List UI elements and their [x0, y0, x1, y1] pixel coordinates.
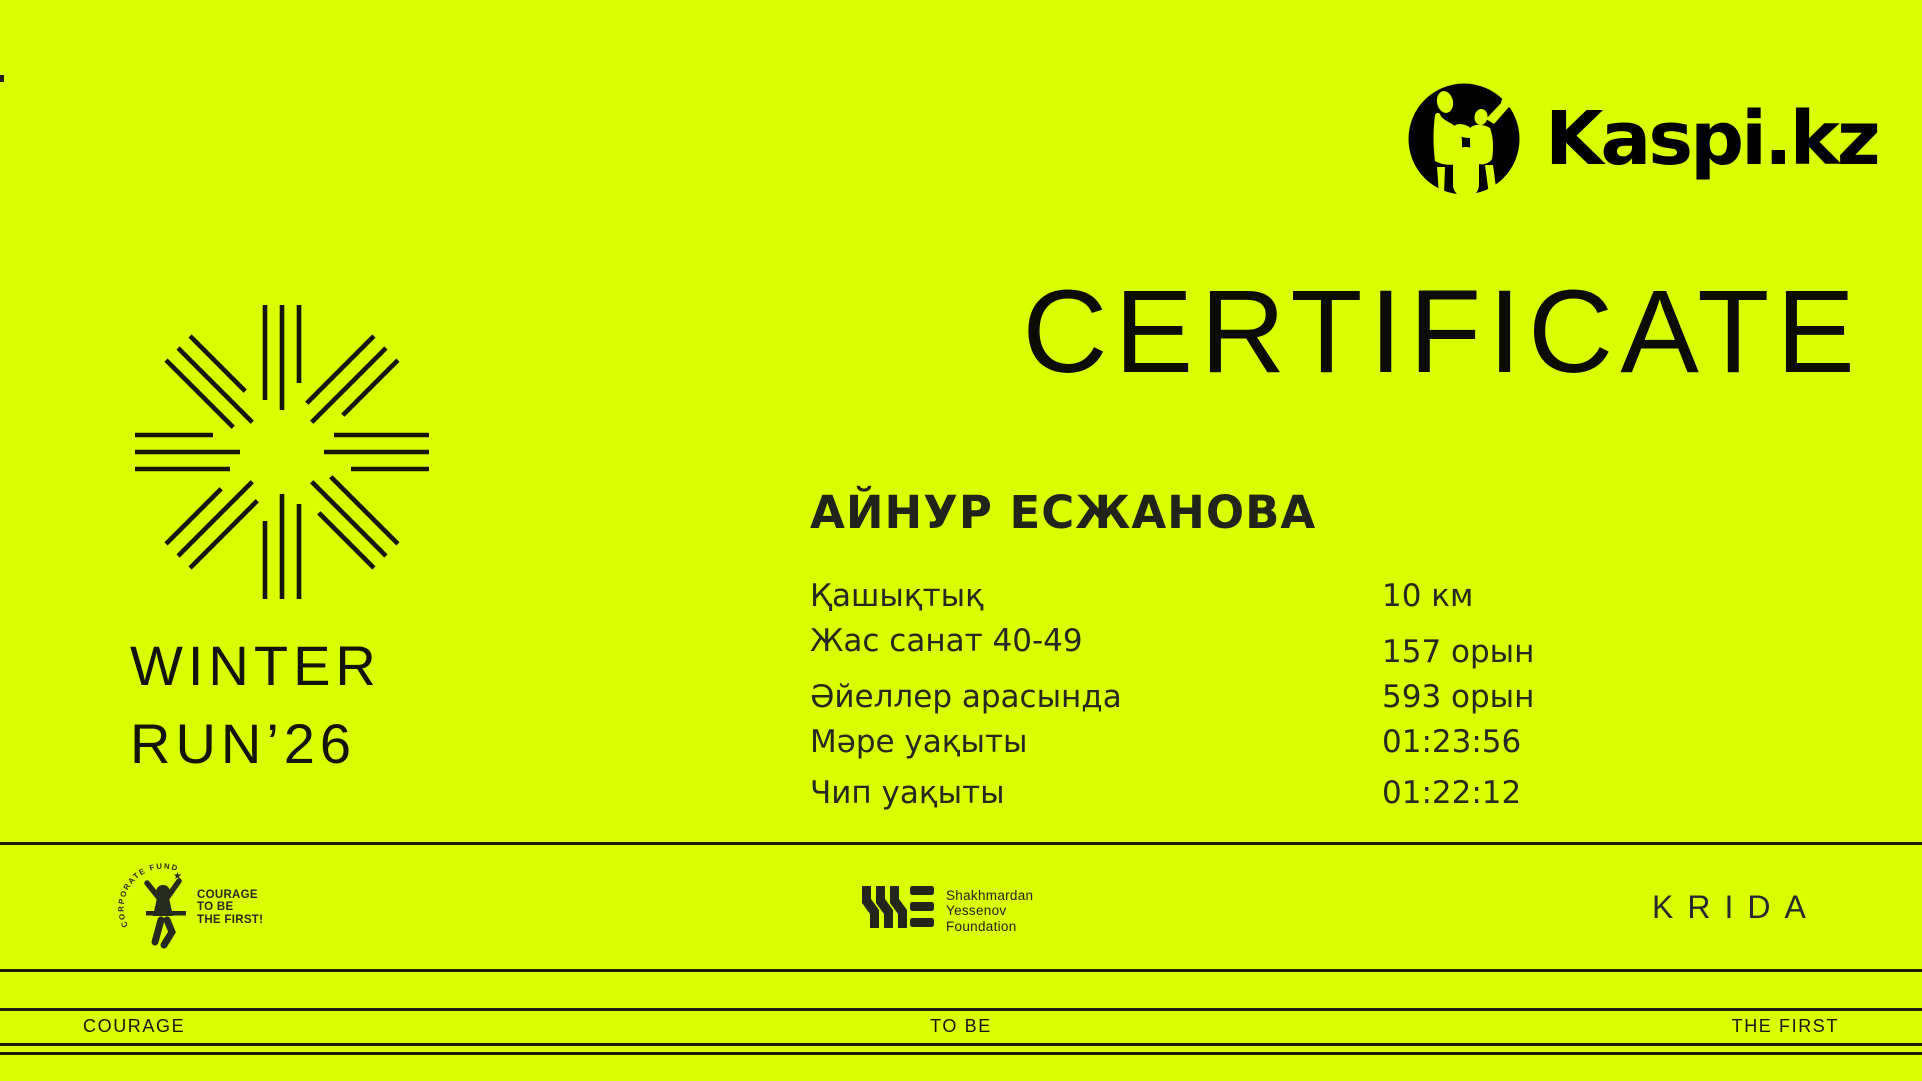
yessenov-foundation-text — [946, 888, 1033, 934]
footer-label-courage: COURAGE — [83, 1016, 186, 1036]
corporate-fund-slogan — [197, 889, 263, 926]
divider-line — [0, 1043, 1922, 1046]
edge-mark — [0, 75, 4, 82]
result-value: 157 орын — [1382, 634, 1535, 670]
star-icon: ★ — [173, 871, 182, 882]
divider-line — [0, 969, 1922, 972]
result-label: Мәре уақыты — [810, 724, 1028, 760]
result-value: 593 орын — [1382, 679, 1535, 715]
result-row-chip-time — [810, 775, 1630, 811]
krida-logo: KRIDA — [1652, 889, 1820, 925]
result-label: Әйеллер арасында — [810, 679, 1122, 715]
result-row-age-category — [810, 623, 1630, 670]
divider-line — [0, 1008, 1922, 1011]
result-label: Қашықтық — [810, 578, 984, 614]
result-row-distance — [810, 578, 1630, 614]
result-row-finish-time — [810, 724, 1630, 760]
result-label: Жас санат 40-49 — [810, 623, 1083, 659]
slogan-line: THE FIRST! — [197, 913, 264, 926]
corporate-fund-arc-text: CORPORATE FUND — [116, 861, 180, 929]
results-table — [810, 578, 1630, 811]
slogan-line: COURAGE — [197, 889, 258, 901]
yessenov-mark-icon — [862, 886, 934, 928]
event-title-line1: WINTER — [130, 634, 381, 697]
result-value: 10 км — [1382, 578, 1474, 614]
event-title-line2: RUN’26 — [130, 712, 357, 775]
footer-label-the-first: THE FIRST — [1731, 1016, 1839, 1036]
slogan-line: TO BE — [197, 901, 234, 914]
result-label: Чип уақыты — [810, 775, 1005, 811]
snowflake-logo-icon — [135, 305, 429, 599]
kaspi-logo-icon — [1408, 83, 1520, 201]
kaspi-wordmark: Kaspi.kz — [1545, 96, 1878, 182]
footer-label-to-be: TO BE — [930, 1016, 992, 1036]
result-row-among-women — [810, 679, 1630, 715]
divider-line — [0, 1052, 1922, 1055]
yessenov-line: Foundation — [946, 918, 1017, 934]
yessenov-line: Yessenov — [946, 903, 1007, 919]
participant-name: АЙНУР ЕСЖАНОВА — [810, 486, 1317, 539]
certificate-title: CERTIFICATE — [1022, 266, 1862, 398]
result-value: 01:23:56 — [1382, 724, 1522, 760]
divider-line — [0, 842, 1922, 845]
result-value: 01:22:12 — [1382, 775, 1522, 811]
yessenov-line: Shakhmardan — [946, 888, 1034, 903]
